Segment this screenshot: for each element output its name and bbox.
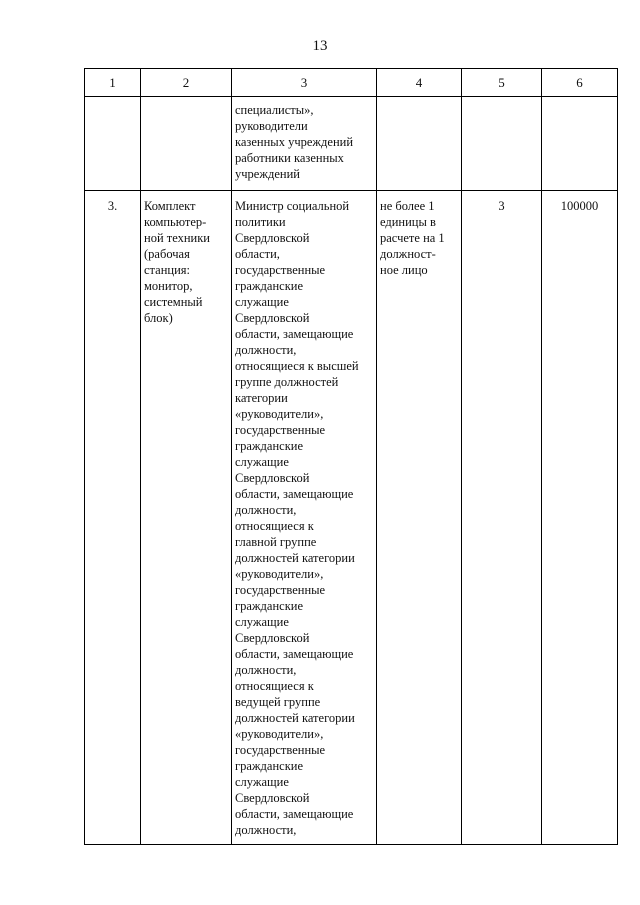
cell-price: 100000 [542,191,618,845]
cell-item-name [141,191,232,845]
cell-row-number: 3. [85,191,141,845]
cell-term: 3 [462,191,542,845]
cell-empty [141,97,232,191]
cell-empty [85,97,141,191]
item-name-text: Комплект компьютер- ной техники (рабочая станция: монитор, системный блок) [144,199,210,325]
cell-empty [462,97,542,191]
header-cell-6: 6 [542,69,618,97]
header-cell-4: 4 [377,69,462,97]
cell-quantity [377,191,462,845]
quantity-text: не более 1 единицы в расчете на 1 должност- ное лицо [380,199,445,277]
page-number: 13 [312,38,328,54]
header-cell-1: 1 [85,69,141,97]
table-header-row [85,69,618,97]
cell-empty [542,97,618,191]
header-cell-3: 3 [232,69,377,97]
category-continued-text: специалисты», руководители казенных учреждений работники казенных учреждений [235,103,354,181]
header-cell-5: 5 [462,69,542,97]
header-cell-2: 2 [141,69,232,97]
position-category-text: Министр социальной политики Свердловской области, государственные гражданские служащие Свердловской области, замещающие должности, относящиеся к высшей группе должностей категории «руководители», государственные гражданские служащие Свердловской области, замещающие должности, относящиеся к главной группе должностей категории «руководители», государственные гражданские служащие Свердловской области, замещающие должности, относящиеся к ведущей группе должностей категории «руководители», государственные гражданские служащие Свердловской области, замещающие должности, [235,199,359,837]
cell-position-category [232,191,377,845]
cell-empty [377,97,462,191]
table-row [85,191,618,845]
table-row-continued [85,97,618,191]
norms-table [84,68,618,845]
cell-category-continued [232,97,377,191]
